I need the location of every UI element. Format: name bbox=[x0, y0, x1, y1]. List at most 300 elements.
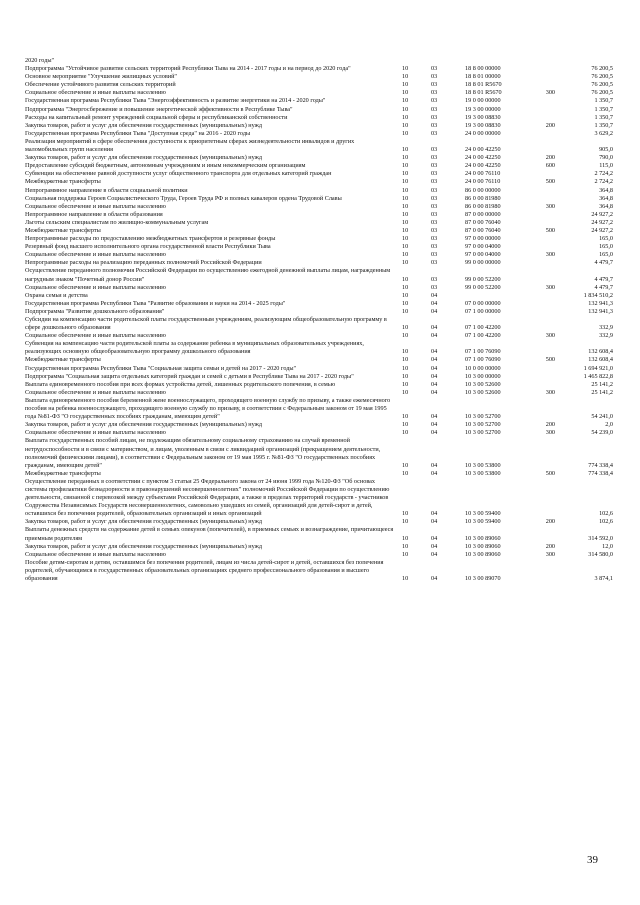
row-cs-cell: 19 3 00 00000 bbox=[465, 105, 501, 113]
table-row bbox=[25, 187, 613, 195]
row-pr-cell: 04 bbox=[431, 388, 438, 396]
row-rz-cell: 10 bbox=[402, 146, 409, 154]
row-sum-cell: 1 465 822,8 bbox=[583, 372, 613, 380]
row-pr-cell: 03 bbox=[431, 105, 438, 113]
row-rz-cell: 10 bbox=[402, 348, 409, 356]
table-row bbox=[25, 437, 613, 469]
row-rz-cell: 10 bbox=[402, 73, 409, 81]
row-name-cell: Подпрограмма "Социальная защита отдельных категорий граждан и семей с детьми в Республике Тыва на 2017 - 2020 годы" bbox=[25, 372, 354, 380]
row-sum-cell: 2 724,2 bbox=[594, 178, 613, 186]
row-cs-cell: 10 3 00 89060 bbox=[465, 550, 501, 558]
row-sum-cell: 3 874,1 bbox=[594, 575, 613, 582]
table-row bbox=[25, 381, 613, 389]
row-rz-cell: 10 bbox=[402, 307, 409, 315]
row-pr-cell: 04 bbox=[431, 575, 438, 582]
row-name-cell: Социальное обеспечение и иные выплаты населению bbox=[25, 550, 166, 558]
row-sum-cell: 24 927,2 bbox=[591, 218, 613, 226]
row-sum-cell: 332,9 bbox=[599, 324, 613, 332]
row-cs-cell: 86 0 00 81980 bbox=[465, 194, 501, 202]
row-vr-cell: 300 bbox=[545, 550, 555, 558]
row-name-cell: Социальное обеспечение и иные выплаты населению bbox=[25, 202, 166, 210]
table-row bbox=[25, 551, 613, 559]
row-pr-cell: 04 bbox=[431, 324, 438, 332]
row-name-cell: Закупка товаров, работ и услуг для обеспечения государственных (муниципальных) нужд bbox=[25, 421, 263, 429]
row-cs-cell: 07 1 00 42200 bbox=[465, 332, 501, 340]
row-vr-cell: 300 bbox=[545, 251, 555, 259]
row-rz-cell: 10 bbox=[402, 186, 409, 194]
row-vr-cell: 200 bbox=[545, 542, 555, 550]
row-sum-cell: 12,0 bbox=[602, 542, 613, 550]
table-row bbox=[25, 470, 613, 478]
row-cs-cell: 18 8 01 R5670 bbox=[465, 81, 502, 89]
row-name-cell: Закупка товаров, работ и услуг для обеспечения государственных (муниципальных) нужд bbox=[25, 518, 263, 526]
table-row bbox=[25, 251, 613, 259]
row-pr-cell: 03 bbox=[431, 235, 438, 243]
row-name-cell: Реализация мероприятий в сфере обеспечения доступности к приоритетным сферах жизнедеятельности инвалидов и других маломобильных групп населения bbox=[25, 137, 355, 154]
row-sum-cell: 165,0 bbox=[599, 243, 613, 251]
table-row bbox=[25, 97, 613, 105]
table-row bbox=[25, 73, 613, 81]
row-vr-cell: 200 bbox=[545, 421, 555, 429]
row-pr-cell: 03 bbox=[431, 210, 438, 218]
row-pr-cell: 04 bbox=[431, 518, 438, 526]
row-sum-cell: 314 580,0 bbox=[588, 550, 613, 558]
row-rz-cell: 10 bbox=[402, 388, 409, 396]
row-vr-cell: 500 bbox=[545, 356, 555, 364]
row-rz-cell: 10 bbox=[402, 202, 409, 210]
row-name-cell: Осуществление переданных в соответствии с пунктом 3 статьи 25 Федерального закона от 24 июня 1999 года №120-ФЗ "Об основах системы профилактики безнадзорности и правонарушений несовершеннолетних" полномочий Российской Федерации по осуществлению деятельности, связанной с перевозкой между субъектами Российской Федерации, а также в пределах территорий государств - участников Содружества Независимых Государств несовершеннолетних, самовольно ушедших из семей, организаций для детей-сирот и детей, оставшихся без попечения родителей, образовательных организаций и иных организаций bbox=[25, 477, 390, 518]
row-sum-cell: 76 200,5 bbox=[591, 89, 613, 97]
row-sum-cell: 54 241,0 bbox=[591, 413, 613, 421]
row-cs-cell: 10 3 00 52600 bbox=[465, 388, 501, 396]
row-pr-cell: 03 bbox=[431, 81, 438, 89]
row-rz-cell: 10 bbox=[402, 550, 409, 558]
row-rz-cell: 10 bbox=[402, 324, 409, 332]
row-pr-cell: 04 bbox=[431, 332, 438, 340]
row-pr-cell: 04 bbox=[431, 307, 438, 315]
row-sum-cell: 774 338,4 bbox=[588, 469, 613, 477]
row-pr-cell: 03 bbox=[431, 178, 438, 186]
row-cs-cell: 10 3 00 59400 bbox=[465, 518, 501, 526]
row-cs-cell: 10 3 00 59400 bbox=[465, 510, 501, 518]
row-vr-cell: 200 bbox=[545, 518, 555, 526]
row-cs-cell: 87 0 00 00000 bbox=[465, 210, 501, 218]
row-rz-cell: 10 bbox=[402, 510, 409, 518]
table-row bbox=[25, 292, 613, 300]
row-cs-cell: 24 0 00 00000 bbox=[465, 129, 501, 137]
row-name-cell: Государственная программа Республики Тыва "Развитие образования и науки на 2014 - 2025 годы" bbox=[25, 299, 286, 307]
row-vr-cell: 300 bbox=[545, 332, 555, 340]
row-cs-cell: 10 3 00 52700 bbox=[465, 429, 501, 437]
row-pr-cell: 03 bbox=[431, 97, 438, 105]
table-row bbox=[25, 316, 613, 332]
row-pr-cell: 03 bbox=[431, 113, 438, 121]
row-cs-cell: 10 3 00 00000 bbox=[465, 372, 501, 380]
row-sum-cell: 1 350,7 bbox=[594, 105, 613, 113]
row-sum-cell: 25 141,2 bbox=[591, 380, 613, 388]
table-row bbox=[25, 259, 613, 267]
row-sum-cell: 332,9 bbox=[599, 332, 613, 340]
row-name-cell: Социальная поддержка Героев Социалистического Труда, Героев Труда РФ и полных кавалеров ордена Трудовой Славы bbox=[25, 194, 342, 202]
row-sum-cell: 24 927,2 bbox=[591, 226, 613, 234]
row-sum-cell: 364,8 bbox=[599, 202, 613, 210]
row-pr-cell: 03 bbox=[431, 146, 438, 154]
row-name-cell: Выплата единовременного пособия беременной жене военнослужащего, проходящего военную службу по призыву, а также ежемесячного пособия на ребенка военнослужащего, проходящего военную службу по призыву, в соответствии с Федеральным законом от 19 мая 1995 года №81-ФЗ "О государственных пособиях гражданам, имеющим детей" bbox=[25, 396, 391, 421]
row-cs-cell: 97 0 00 04000 bbox=[465, 243, 501, 251]
table-row bbox=[25, 365, 613, 373]
row-pr-cell: 04 bbox=[431, 421, 438, 429]
row-name-cell: Льготы сельским специалистам по жилищно-коммунальным услугам bbox=[25, 218, 209, 226]
row-sum-cell: 132 608,4 bbox=[588, 348, 613, 356]
row-pr-cell: 04 bbox=[431, 550, 438, 558]
row-cs-cell: 86 0 00 00000 bbox=[465, 186, 501, 194]
row-cs-cell: 19 0 00 00000 bbox=[465, 97, 501, 105]
row-pr-cell: 03 bbox=[431, 243, 438, 251]
row-cs-cell: 10 3 00 89060 bbox=[465, 534, 501, 542]
table-row bbox=[25, 356, 613, 364]
table-row bbox=[25, 57, 613, 65]
table-row bbox=[25, 211, 613, 219]
row-cs-cell: 07 1 00 00000 bbox=[465, 307, 501, 315]
row-vr-cell: 300 bbox=[545, 283, 555, 291]
table-row bbox=[25, 89, 613, 97]
row-sum-cell: 132 608,4 bbox=[588, 356, 613, 364]
row-cs-cell: 19 3 00 08830 bbox=[465, 113, 501, 121]
row-cs-cell: 87 0 00 76040 bbox=[465, 218, 501, 226]
table-row bbox=[25, 284, 613, 292]
row-cs-cell: 07 1 00 42200 bbox=[465, 324, 501, 332]
row-vr-cell: 500 bbox=[545, 226, 555, 234]
row-name-cell: Обеспечение устойчивого развития сельских территорий bbox=[25, 81, 176, 89]
row-name-cell: Государственная программа Республики Тыва "Энергоэффективность и развитие энергетики на 2014 - 2020 годы" bbox=[25, 97, 326, 105]
row-name-cell: Межбюджетные трансферты bbox=[25, 469, 101, 477]
row-cs-cell: 10 3 00 89060 bbox=[465, 542, 501, 550]
row-name-cell: Непрограммное направление в области социальной политики bbox=[25, 186, 188, 194]
row-rz-cell: 10 bbox=[402, 113, 409, 121]
row-rz-cell: 10 bbox=[402, 65, 409, 73]
row-rz-cell: 10 bbox=[402, 105, 409, 113]
row-cs-cell: 10 3 00 89070 bbox=[465, 575, 501, 582]
row-vr-cell: 500 bbox=[545, 178, 555, 186]
row-rz-cell: 10 bbox=[402, 97, 409, 105]
row-name-cell: Межбюджетные трансферты bbox=[25, 178, 101, 186]
table-row bbox=[25, 340, 613, 356]
row-cs-cell: 19 3 00 08830 bbox=[465, 121, 501, 129]
row-name-cell: Субсидии на компенсацию части родительской платы государственным учреждениям, реализующим общеобразовательную программу в сфере дошкольного образования bbox=[25, 316, 387, 332]
table-row bbox=[25, 122, 613, 130]
row-name-cell: Выплаты денежных средств на содержание детей в семьях опекунов (попечителей), в приемных семьях и вознаграждение, причитающееся приемным родителям bbox=[25, 526, 394, 542]
row-rz-cell: 10 bbox=[402, 226, 409, 234]
row-cs-cell: 07 0 00 00000 bbox=[465, 299, 501, 307]
row-rz-cell: 10 bbox=[402, 210, 409, 218]
row-rz-cell: 10 bbox=[402, 429, 409, 437]
row-pr-cell: 03 bbox=[431, 251, 438, 259]
row-cs-cell: 07 1 00 76090 bbox=[465, 348, 501, 356]
page-number: 39 bbox=[587, 854, 598, 866]
row-cs-cell: 10 3 00 53800 bbox=[465, 461, 501, 469]
row-rz-cell: 10 bbox=[402, 332, 409, 340]
row-pr-cell: 04 bbox=[431, 380, 438, 388]
row-name-cell: Межбюджетные трансферты bbox=[25, 226, 101, 234]
row-pr-cell: 04 bbox=[431, 372, 438, 380]
table-row bbox=[25, 526, 613, 542]
row-rz-cell: 10 bbox=[402, 218, 409, 226]
row-sum-cell: 2,0 bbox=[605, 421, 613, 429]
row-rz-cell: 10 bbox=[402, 170, 409, 178]
row-name-cell: Межбюджетные трансферты bbox=[25, 356, 101, 364]
table-row bbox=[25, 203, 613, 211]
row-name-cell: Основное мероприятие "Улучшение жилищных условий" bbox=[25, 73, 177, 81]
row-rz-cell: 10 bbox=[402, 534, 409, 542]
row-name-cell: Охрана семьи и детства bbox=[25, 291, 88, 299]
row-cs-cell: 87 0 00 76040 bbox=[465, 226, 501, 234]
row-rz-cell: 10 bbox=[402, 461, 409, 469]
table-row bbox=[25, 332, 613, 340]
row-cs-cell: 10 0 00 00000 bbox=[465, 364, 501, 372]
row-cs-cell: 97 0 00 04000 bbox=[465, 251, 501, 259]
row-sum-cell: 790,0 bbox=[599, 154, 613, 162]
row-sum-cell: 132 941,3 bbox=[588, 307, 613, 315]
table-row bbox=[25, 154, 613, 162]
row-rz-cell: 10 bbox=[402, 469, 409, 477]
table-row bbox=[25, 478, 613, 518]
row-name-cell: Подпрограмма "Энергосбережение и повышение энергетической эффективности в Республике Тыва" bbox=[25, 105, 293, 113]
row-rz-cell: 10 bbox=[402, 275, 409, 283]
row-pr-cell: 04 bbox=[431, 413, 438, 421]
table-row bbox=[25, 397, 613, 421]
row-rz-cell: 10 bbox=[402, 243, 409, 251]
table-row bbox=[25, 195, 613, 203]
row-name-cell: Социальное обеспечение и иные выплаты населению bbox=[25, 283, 166, 291]
row-rz-cell: 10 bbox=[402, 299, 409, 307]
row-rz-cell: 10 bbox=[402, 283, 409, 291]
row-pr-cell: 04 bbox=[431, 469, 438, 477]
row-rz-cell: 10 bbox=[402, 542, 409, 550]
table-row bbox=[25, 178, 613, 186]
row-sum-cell: 115,0 bbox=[599, 162, 613, 170]
row-sum-cell: 76 200,5 bbox=[591, 81, 613, 89]
row-pr-cell: 03 bbox=[431, 259, 438, 267]
row-pr-cell: 04 bbox=[431, 348, 438, 356]
row-cs-cell: 18 8 01 00000 bbox=[465, 73, 501, 81]
row-pr-cell: 04 bbox=[431, 291, 438, 299]
row-name-cell: 2020 годы" bbox=[25, 57, 55, 64]
row-name-cell: Субвенции на обеспечение равной доступности услуг общественного транспорта для отдельных категорий граждан bbox=[25, 170, 332, 178]
row-rz-cell: 10 bbox=[402, 89, 409, 97]
row-pr-cell: 03 bbox=[431, 121, 438, 129]
row-pr-cell: 03 bbox=[431, 186, 438, 194]
table-row bbox=[25, 543, 613, 551]
row-pr-cell: 03 bbox=[431, 129, 438, 137]
row-cs-cell: 86 0 00 81980 bbox=[465, 202, 501, 210]
row-cs-cell: 24 0 00 42250 bbox=[465, 162, 501, 170]
row-pr-cell: 04 bbox=[431, 299, 438, 307]
row-sum-cell: 3 629,2 bbox=[594, 129, 613, 137]
row-pr-cell: 03 bbox=[431, 162, 438, 170]
row-pr-cell: 03 bbox=[431, 73, 438, 81]
row-sum-cell: 1 834 510,2 bbox=[583, 291, 613, 299]
row-sum-cell: 25 141,2 bbox=[591, 388, 613, 396]
row-vr-cell: 300 bbox=[545, 202, 555, 210]
row-name-cell: Непрограммное направление в области образования bbox=[25, 210, 163, 218]
table-row bbox=[25, 81, 613, 89]
row-sum-cell: 76 200,5 bbox=[591, 65, 613, 73]
row-pr-cell: 04 bbox=[431, 534, 438, 542]
row-rz-cell: 10 bbox=[402, 235, 409, 243]
row-cs-cell: 10 3 00 52600 bbox=[465, 380, 501, 388]
row-name-cell: Социальное обеспечение и иные выплаты населению bbox=[25, 89, 166, 97]
row-sum-cell: 4 479,7 bbox=[594, 283, 613, 291]
row-rz-cell: 10 bbox=[402, 575, 409, 582]
table-row bbox=[25, 373, 613, 381]
row-sum-cell: 1 350,7 bbox=[594, 113, 613, 121]
row-pr-cell: 04 bbox=[431, 461, 438, 469]
row-sum-cell: 102,6 bbox=[599, 510, 613, 518]
row-name-cell: Предоставление субсидий бюджетным, автономным учреждениям и иным некоммерческим организациям bbox=[25, 162, 306, 170]
row-name-cell: Закупка товаров, работ и услуг для обеспечения государственных (муниципальных) нужд bbox=[25, 121, 263, 129]
row-rz-cell: 10 bbox=[402, 251, 409, 259]
row-pr-cell: 03 bbox=[431, 226, 438, 234]
row-name-cell: Закупка товаров, работ и услуг для обеспечения государственных (муниципальных) нужд bbox=[25, 542, 263, 550]
row-pr-cell: 04 bbox=[431, 429, 438, 437]
row-rz-cell: 10 bbox=[402, 129, 409, 137]
row-cs-cell: 99 0 00 52200 bbox=[465, 283, 501, 291]
row-cs-cell: 18 8 00 00000 bbox=[465, 65, 501, 73]
table-row bbox=[25, 170, 613, 178]
row-sum-cell: 4 479,7 bbox=[594, 275, 613, 283]
row-sum-cell: 165,0 bbox=[599, 235, 613, 243]
row-vr-cell: 200 bbox=[545, 154, 555, 162]
table-row bbox=[25, 267, 613, 283]
row-cs-cell: 99 0 00 00000 bbox=[465, 259, 501, 267]
row-sum-cell: 132 941,3 bbox=[588, 299, 613, 307]
row-cs-cell: 10 3 00 52700 bbox=[465, 413, 501, 421]
row-sum-cell: 54 239,0 bbox=[591, 429, 613, 437]
row-rz-cell: 10 bbox=[402, 291, 409, 299]
row-name-cell: Выплата государственных пособий лицам, не подлежащим обязательному социальному страхованию на случай временной нетрудоспособности и в связи с материнством, и лицам, уволенным в связи с ликвидацией организаций (прекращением деятельности, полномочий физическими лицами), в соответствии с Федеральным законом от 19 мая 1995 г. №81-ФЗ "О государственных пособиях гражданам, имеющим детей" bbox=[25, 437, 381, 469]
row-rz-cell: 10 bbox=[402, 364, 409, 372]
row-cs-cell: 24 0 00 42250 bbox=[465, 146, 501, 154]
row-sum-cell: 2 724,2 bbox=[594, 170, 613, 178]
row-sum-cell: 1 694 921,0 bbox=[583, 364, 613, 372]
row-sum-cell: 165,0 bbox=[599, 251, 613, 259]
row-sum-cell: 76 200,5 bbox=[591, 73, 613, 81]
row-name-cell: Закупка товаров, работ и услуг для обеспечения государственных (муниципальных) нужд bbox=[25, 154, 263, 162]
table-row bbox=[25, 300, 613, 308]
row-pr-cell: 03 bbox=[431, 170, 438, 178]
row-name-cell: Непрограммные расходы на реализацию переданных полномочий Российской Федерации bbox=[25, 259, 262, 267]
row-rz-cell: 10 bbox=[402, 518, 409, 526]
row-cs-cell: 07 1 00 76090 bbox=[465, 356, 501, 364]
row-vr-cell: 200 bbox=[545, 121, 555, 129]
row-pr-cell: 03 bbox=[431, 89, 438, 97]
row-cs-cell: 10 3 00 52700 bbox=[465, 421, 501, 429]
row-pr-cell: 04 bbox=[431, 364, 438, 372]
row-pr-cell: 03 bbox=[431, 65, 438, 73]
row-rz-cell: 10 bbox=[402, 259, 409, 267]
row-sum-cell: 102,6 bbox=[599, 518, 613, 526]
row-vr-cell: 500 bbox=[545, 469, 555, 477]
row-cs-cell: 24 0 00 76110 bbox=[465, 170, 501, 178]
row-sum-cell: 905,0 bbox=[599, 146, 613, 154]
row-rz-cell: 10 bbox=[402, 178, 409, 186]
row-sum-cell: 4 479,7 bbox=[594, 259, 613, 267]
row-name-cell: Непрограммные расходы по предоставлению межбюджетных трансфертов и резервные фонды bbox=[25, 235, 276, 243]
table-row bbox=[25, 235, 613, 243]
table-row bbox=[25, 559, 613, 583]
table-row bbox=[25, 518, 613, 526]
table-row bbox=[25, 138, 613, 154]
table-row bbox=[25, 65, 613, 73]
row-name-cell: Подпрограмма "Устойчивое развитие сельских территорий Республики Тыва на 2014 - 2017 годы и на период до 2020 года" bbox=[25, 65, 351, 73]
row-name-cell: Резервный фонд высшего исполнительного органа государственной власти Республики Тыва bbox=[25, 243, 271, 251]
row-name-cell: Выплата единовременного пособия при всех формах устройства детей, лишенных родительского попечения, в семью bbox=[25, 380, 336, 388]
row-rz-cell: 10 bbox=[402, 154, 409, 162]
row-cs-cell: 24 0 00 76110 bbox=[465, 178, 501, 186]
table-row bbox=[25, 227, 613, 235]
row-name-cell: Государственная программа Республики Тыва "Социальная защита семьи и детей на 2017 - 2020 годы" bbox=[25, 364, 297, 372]
row-pr-cell: 03 bbox=[431, 275, 438, 283]
table-row bbox=[25, 243, 613, 251]
row-pr-cell: 03 bbox=[431, 194, 438, 202]
row-name-cell: Социальное обеспечение и иные выплаты населению bbox=[25, 251, 166, 259]
row-sum-cell: 314 592,0 bbox=[588, 534, 613, 542]
row-vr-cell: 300 bbox=[545, 89, 555, 97]
row-vr-cell: 300 bbox=[545, 429, 555, 437]
row-name-cell: Социальное обеспечение и иные выплаты населению bbox=[25, 332, 166, 340]
table-row bbox=[25, 162, 613, 170]
table-row bbox=[25, 106, 613, 114]
row-pr-cell: 04 bbox=[431, 510, 438, 518]
row-cs-cell: 99 0 00 52200 bbox=[465, 275, 501, 283]
row-rz-cell: 10 bbox=[402, 356, 409, 364]
row-pr-cell: 03 bbox=[431, 154, 438, 162]
row-rz-cell: 10 bbox=[402, 421, 409, 429]
row-cs-cell: 18 8 01 R5670 bbox=[465, 89, 502, 97]
table-row bbox=[25, 308, 613, 316]
row-rz-cell: 10 bbox=[402, 413, 409, 421]
row-name-cell: Осуществление переданного полномочия Российской Федерации по осуществлению ежегодной денежной выплаты лицам, награжденным нагрудным знаком "Почетный донор России" bbox=[25, 267, 391, 283]
table-row bbox=[25, 421, 613, 429]
row-name-cell: Социальное обеспечение и иные выплаты населению bbox=[25, 429, 166, 437]
row-rz-cell: 10 bbox=[402, 372, 409, 380]
row-name-cell: Субвенция на компенсацию части родительской платы за содержание ребенка в муниципальных образовательных учреждениях, реализующих основную общеобразовательную программу дошкольного образования bbox=[25, 340, 364, 356]
row-name-cell: Подпрограмма "Развитие дошкольного образования" bbox=[25, 307, 165, 315]
row-pr-cell: 04 bbox=[431, 356, 438, 364]
table-row bbox=[25, 219, 613, 227]
row-cs-cell: 24 0 00 42250 bbox=[465, 154, 501, 162]
row-sum-cell: 364,8 bbox=[599, 186, 613, 194]
row-vr-cell: 300 bbox=[545, 388, 555, 396]
row-name-cell: Социальное обеспечение и иные выплаты населению bbox=[25, 388, 166, 396]
table-row bbox=[25, 130, 613, 138]
row-name-cell: Государственная программа Республики Тыва "Доступная среда" на 2016 - 2020 годы bbox=[25, 129, 251, 137]
row-cs-cell: 97 0 00 00000 bbox=[465, 235, 501, 243]
table-row bbox=[25, 429, 613, 437]
row-name-cell: Пособие детям-сиротам и детям, оставшимся без попечения родителей, лицам из числа детей-сирот и детей, оставшихся без попечения родителей, обучающимся в государственных образовательных организациях среднего профессионального образования и высшего образования bbox=[25, 558, 384, 582]
row-name-cell: Расходы на капитальный ремонт учреждений социальной сферы и республиканской собственности bbox=[25, 113, 288, 121]
row-sum-cell: 364,8 bbox=[599, 194, 613, 202]
table-row bbox=[25, 389, 613, 397]
row-sum-cell: 24 927,2 bbox=[591, 210, 613, 218]
row-rz-cell: 10 bbox=[402, 81, 409, 89]
row-pr-cell: 03 bbox=[431, 218, 438, 226]
row-pr-cell: 03 bbox=[431, 202, 438, 210]
table-row bbox=[25, 114, 613, 122]
row-pr-cell: 04 bbox=[431, 542, 438, 550]
row-sum-cell: 1 350,7 bbox=[594, 97, 613, 105]
row-sum-cell: 1 350,7 bbox=[594, 121, 613, 129]
